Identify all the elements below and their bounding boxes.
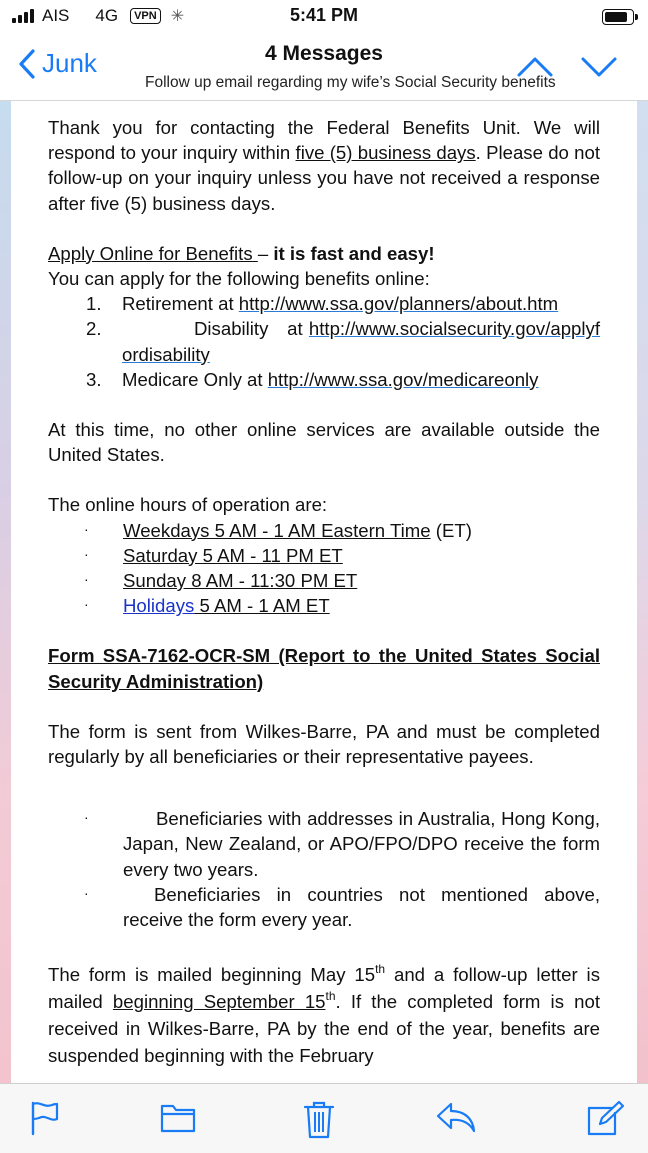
- chevron-down-icon: [580, 54, 618, 78]
- ordinal-suffix: th: [375, 962, 386, 977]
- left-edge-decoration: [0, 101, 11, 1083]
- bullet: ·: [84, 545, 89, 562]
- list-item: [48, 806, 600, 882]
- list-item: [48, 882, 600, 932]
- hours-suffix: (ET): [430, 519, 472, 541]
- list-number: 3.: [86, 368, 102, 390]
- hours-saturday: Saturday 5 AM - 11 PM ET: [123, 544, 343, 566]
- bullet: ·: [84, 596, 89, 613]
- delete-button[interactable]: [302, 1100, 336, 1145]
- hours-weekdays: Weekdays 5 AM - 1 AM Eastern Time: [123, 519, 431, 541]
- benefits-list: [48, 291, 600, 392]
- mailing-text: and a follow-up letter is mailed: [48, 964, 600, 1013]
- form-frequency-list: [48, 806, 600, 932]
- compose-button[interactable]: [585, 1100, 625, 1143]
- disability-link[interactable]: http://www.socialsecurity.gov/applyfordisability: [122, 318, 600, 365]
- mailing-text: The form is mailed beginning May 15: [48, 964, 376, 986]
- folder-icon: [160, 1100, 196, 1134]
- business-days-text: five (5) business days: [295, 142, 476, 164]
- status-time: 5:41 PM: [289, 5, 359, 25]
- list-number: 1.: [86, 293, 102, 315]
- list-item: [48, 593, 600, 618]
- list-item: [48, 316, 600, 366]
- benefit-label: Disability at: [194, 318, 309, 340]
- email-body: [48, 115, 600, 1094]
- retirement-link[interactable]: http://www.ssa.gov/planners/about.htm: [238, 293, 559, 315]
- medicare-link[interactable]: http://www.ssa.gov/medicareonly: [267, 368, 539, 390]
- intro-text-end: . Please do not follow-up on your inquiry unless you have not received a response after five (5) business days.: [48, 142, 601, 214]
- list-item: [48, 291, 600, 316]
- hours-list: [48, 518, 600, 619]
- hours-sunday: Sunday 8 AM - 11:30 PM ET: [123, 570, 358, 592]
- mailing-text: . If the completed form is not received in Wilkes-Barre, PA by the end of the year, benefits are suspended beginning with the February: [48, 991, 600, 1067]
- battery-icon: [602, 9, 634, 25]
- reply-button[interactable]: [435, 1100, 477, 1139]
- reply-icon: [435, 1100, 477, 1134]
- hours-intro: The online hours of operation are:: [48, 494, 328, 516]
- compose-icon: [585, 1100, 625, 1138]
- holidays-link[interactable]: Holidays: [123, 595, 195, 617]
- intro-paragraph: [48, 115, 600, 216]
- navigation-bar: [0, 34, 648, 101]
- status-bar: [0, 0, 648, 34]
- apply-emphasis: it is fast and easy!: [273, 242, 435, 264]
- flag-button[interactable]: [28, 1100, 62, 1141]
- no-other-services-paragraph: At this time, no other online services are available outside the United States.: [48, 419, 600, 466]
- benefit-label: Retirement at: [122, 293, 239, 315]
- followup-date: beginning September 15: [112, 991, 326, 1013]
- email-subject: Follow up email regarding my wife’s Social Security benefits: [145, 74, 556, 91]
- list-item: [48, 568, 600, 593]
- bullet: ·: [84, 809, 89, 826]
- bullet: ·: [84, 884, 89, 901]
- hours-holidays: 5 AM - 1 AM ET: [194, 595, 330, 617]
- intro-text: Thank you for contacting the Federal Benefits Unit. We will respond to your inquiry within: [48, 117, 600, 164]
- form-item-text: Beneficiaries with addresses in Australia, Hong Kong, Japan, New Zealand, or APO/FPO/DPO receive the form every two years.: [123, 808, 600, 880]
- vpn-badge: VPN: [130, 8, 161, 24]
- hours-section: [48, 492, 600, 618]
- benefit-label: Medicare Only at: [122, 368, 268, 390]
- page-title: 4 Messages: [265, 42, 383, 65]
- chevron-up-icon: [516, 54, 554, 78]
- right-edge-decoration: [637, 101, 648, 1083]
- trash-icon: [302, 1100, 336, 1140]
- flag-icon: [28, 1100, 62, 1136]
- list-item: [48, 367, 600, 392]
- mailing-paragraph: [48, 961, 600, 1069]
- list-item: [48, 518, 600, 543]
- apply-section: [48, 241, 600, 392]
- apply-dash: –: [257, 242, 274, 264]
- activity-spinner-icon: ✳: [170, 8, 185, 25]
- move-folder-button[interactable]: [160, 1100, 196, 1139]
- back-label: Junk: [42, 48, 97, 78]
- list-item: [48, 543, 600, 568]
- list-number: 2.: [86, 318, 102, 340]
- bullet: ·: [84, 520, 89, 537]
- carrier-name: AIS: [42, 6, 70, 25]
- network-type: 4G: [95, 6, 119, 25]
- next-message-button[interactable]: [580, 54, 618, 83]
- apply-intro: You can apply for the following benefits online:: [48, 268, 430, 290]
- form-heading: Form SSA-7162-OCR-SM (Report to the United States Social Security Administration): [48, 645, 600, 692]
- previous-message-button[interactable]: [516, 54, 554, 83]
- apply-online-link[interactable]: Apply Online for Benefits: [48, 242, 258, 264]
- bullet: ·: [84, 571, 89, 588]
- form-paragraph: The form is sent from Wilkes-Barre, PA and must be completed regularly by all beneficiaries or their representative payees.: [48, 720, 600, 768]
- form-item-text: Beneficiaries in countries not mentioned above, receive the form every year.: [123, 883, 600, 931]
- bottom-toolbar: [0, 1083, 648, 1153]
- ordinal-suffix: th: [325, 989, 336, 1004]
- email-body-viewport[interactable]: [0, 101, 648, 1083]
